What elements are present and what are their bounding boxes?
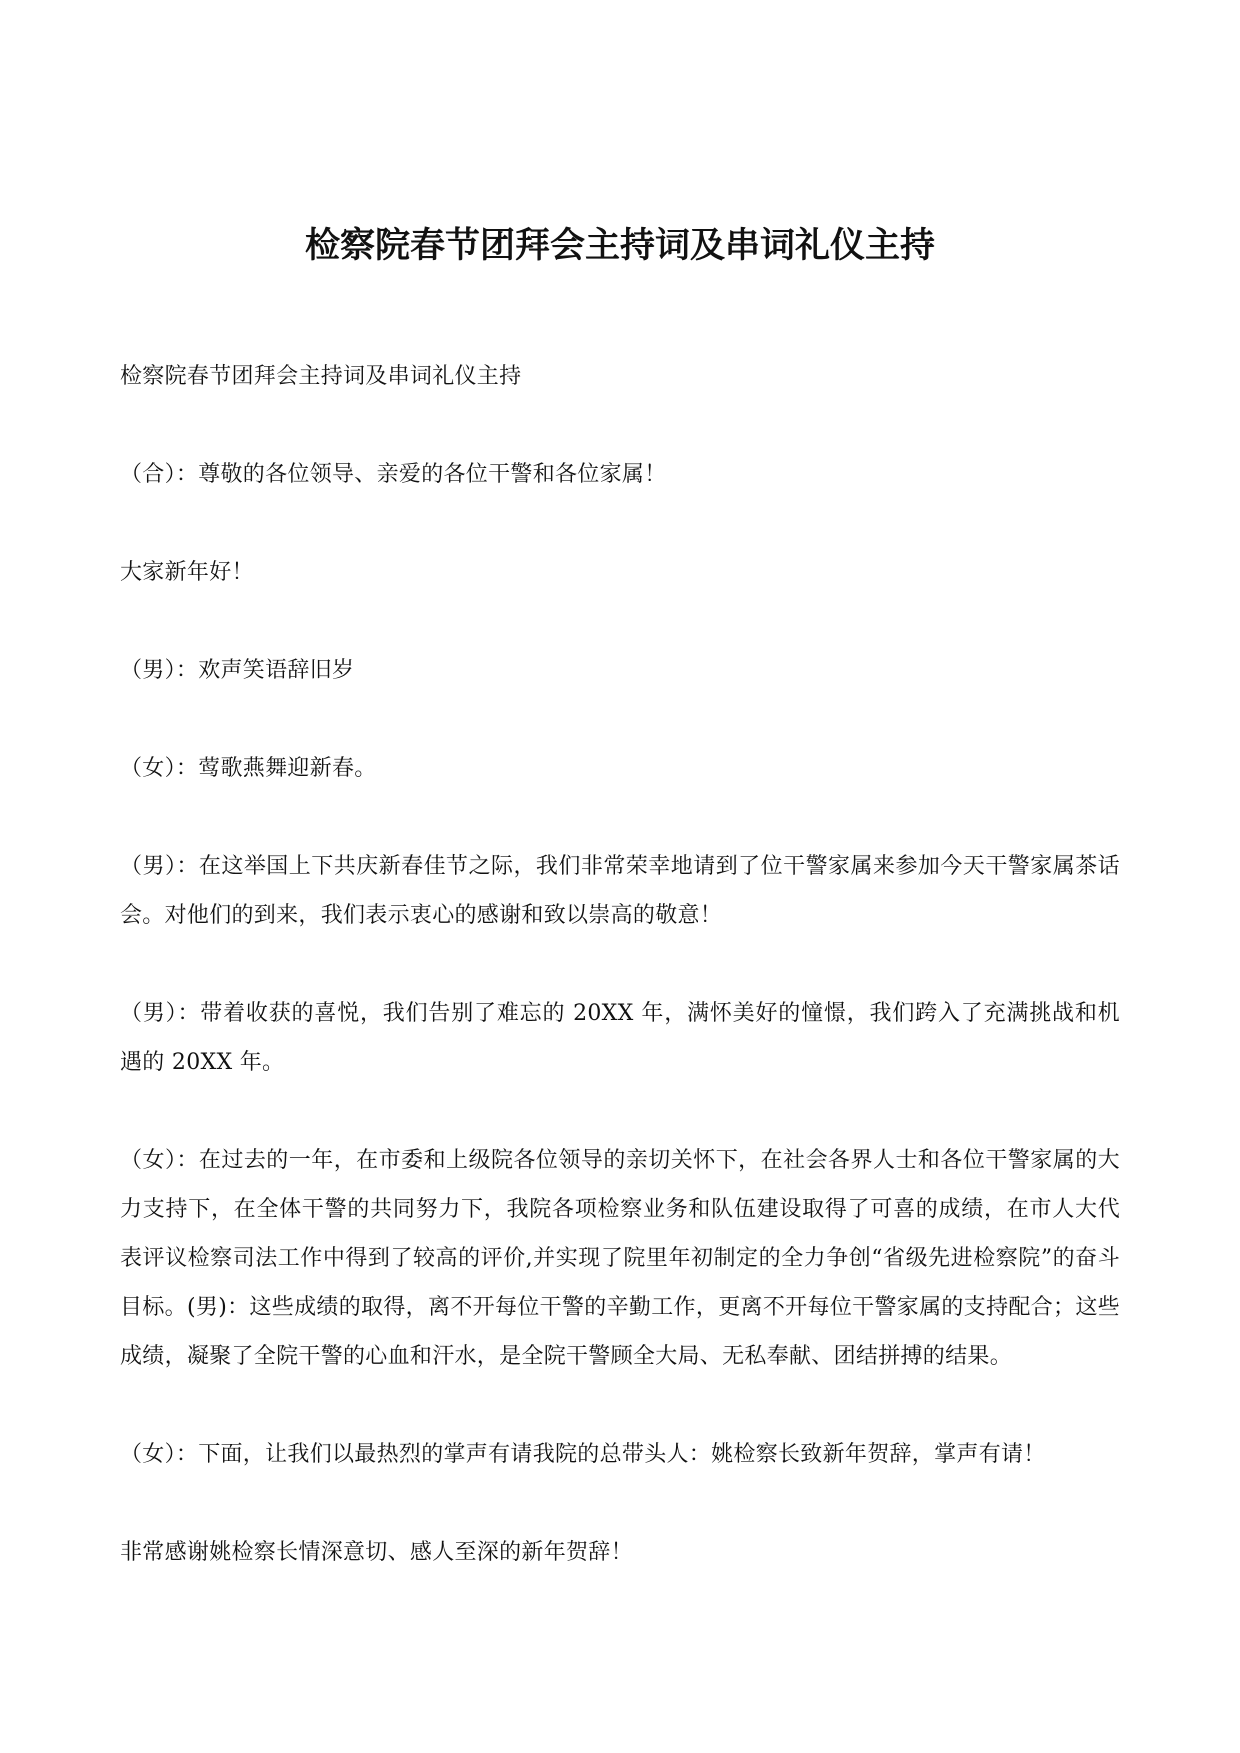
paragraph-heading-repeat: 检察院春节团拜会主持词及串词礼仪主持 <box>120 364 522 389</box>
document-title: 检察院春节团拜会主持词及串词礼仪主持 <box>304 225 935 266</box>
paragraph-new-year: 大家新年好！ <box>120 560 254 585</box>
paragraph-male-2: （男）：在这举国上下共庆新春佳节之际，我们非常荣幸地请到了位干警家属来参加今天干警家属茶话会。对他们的到来，我们表示衷心的感谢和致以崇高的敬意！ <box>120 854 1120 928</box>
paragraph-female-1: （女）：莺歌燕舞迎新春。 <box>120 756 377 781</box>
paragraph-male-3: （男）：带着收获的喜悦，我们告别了难忘的 20XX 年，满怀美好的憧憬，我们跨入了充满挑战和机遇的 20XX 年。 <box>120 1001 1120 1075</box>
paragraph-female-2: （女）：在过去的一年，在市委和上级院各位领导的亲切关怀下，在社会各界人士和各位干警家属的大力支持下，在全体干警的共同努力下，我院各项检察业务和队伍建设取得了可喜的成绩，在市人大代表评议检察司法工作中得到了较高的评价,并实现了院里年初制定的全力争创“省级先进检察院”的奋斗目标。(男)：这些成绩的取得，离不开每位干警的辛勤工作，更离不开每位干警家属的支持配合；这些成绩，凝聚了全院干警的心血和汗水，是全院干警顾全大局、无私奉献、团结拼搏的结果。 <box>120 1148 1120 1369</box>
paragraph-female-3: （女）：下面，让我们以最热烈的掌声有请我院的总带头人：姚检察长致新年贺辞，掌声有请！ <box>120 1442 1046 1467</box>
paragraph-male-1: （男）：欢声笑语辞旧岁 <box>120 658 355 683</box>
paragraph-greeting: （合）：尊敬的各位领导、亲爱的各位干警和各位家属！ <box>120 462 667 487</box>
document-body <box>120 352 1120 1577</box>
paragraph-thanks: 非常感谢姚检察长情深意切、感人至深的新年贺辞！ <box>120 1540 633 1565</box>
